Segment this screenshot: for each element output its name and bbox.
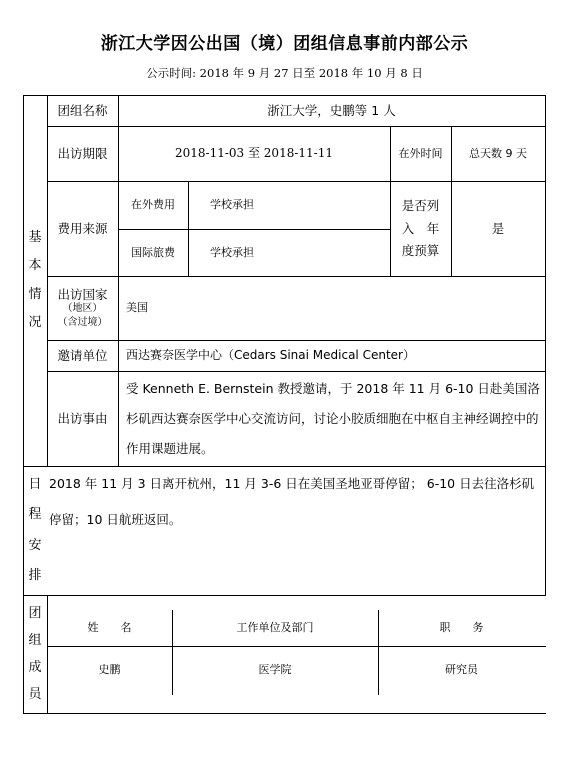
budget-value: 是 xyxy=(491,220,505,236)
group-name-value: 浙江大学，史鹏等 1 人 xyxy=(267,102,396,118)
abroad-cost-value: 学校承担 xyxy=(210,198,254,212)
member-position: 研究员 xyxy=(445,663,478,677)
label-char: 日 xyxy=(28,477,42,492)
member-name: 史鹏 xyxy=(98,663,121,677)
travel-cost-value: 学校承担 xyxy=(210,245,254,259)
table-right-border xyxy=(545,95,546,595)
country-label xyxy=(47,276,118,340)
days-abroad-value: 总天数 9 天 xyxy=(469,146,527,160)
label-char: 团 xyxy=(28,605,42,621)
member-header-unit: 工作单位及部门 xyxy=(236,621,314,635)
inviter-label: 邀请单位 xyxy=(57,347,108,363)
days-abroad-label: 在外时间 xyxy=(398,146,443,160)
travel-cost-label: 国际旅费 xyxy=(131,245,175,259)
label-char: 基 xyxy=(28,230,42,245)
label-char: 员 xyxy=(28,687,42,703)
budget-label-line: 入 年 xyxy=(401,220,440,236)
label-char: 排 xyxy=(28,567,42,583)
budget-label xyxy=(390,181,451,276)
funding-label: 费用来源 xyxy=(57,220,108,236)
schedule-section-label xyxy=(23,466,47,595)
label-char: 组 xyxy=(28,632,42,648)
schedule-text: 2018 年 11 月 3 日离开杭州，11 月 3-6 日在美国圣地亚哥停留； 6-10 日去往洛杉矶停留；10 日航班返回。 xyxy=(49,476,535,527)
visit-period-value: 2018-11-03 至 2018-11-11 xyxy=(174,146,333,160)
publicity-period: 公示时间: 2018 年 9 月 27 日至 2018 年 10 月 8 日 xyxy=(146,66,423,80)
inviter-value: 西达赛奈医学中心（Cedars Sinai Medical Center） xyxy=(126,348,415,362)
label-char: 本 xyxy=(28,258,42,274)
row-line xyxy=(23,595,546,596)
member-header-name: 姓 名 xyxy=(87,621,132,635)
member-header-position: 职 务 xyxy=(439,621,484,635)
row-line xyxy=(47,371,546,372)
page-title: 浙江大学因公出国（境）团组信息事前内部公示 xyxy=(100,34,469,54)
abroad-cost-label: 在外费用 xyxy=(131,198,175,212)
label-char: 安 xyxy=(28,537,42,553)
label-char: 情 xyxy=(28,286,42,302)
members-section-label xyxy=(23,595,47,714)
label-char: 况 xyxy=(28,314,42,330)
budget-label-line: 度预算 xyxy=(401,243,440,259)
basic-section-label xyxy=(23,95,47,466)
reason-value: 受 Kenneth E. Bernstein 教授邀请，于 2018 年 11 月 6-10 日赴美国洛杉矶西达赛奈医学中心交流访问，讨论小胶质细胞在中枢自主神经调控中的作用课题进展。 xyxy=(126,381,540,456)
country-label-sub: （地区） xyxy=(62,303,103,315)
label-char: 成 xyxy=(28,660,42,675)
group-name-label: 团组名称 xyxy=(57,102,108,118)
country-label-main: 出访国家 xyxy=(57,286,108,302)
label-char: 程 xyxy=(28,507,42,523)
reason-label: 出访事由 xyxy=(57,410,108,426)
country-value: 美国 xyxy=(126,301,148,315)
country-label-sub: （含过境） xyxy=(57,316,108,328)
visit-period-label: 出访期限 xyxy=(57,145,108,161)
member-unit: 医学院 xyxy=(258,663,292,677)
table-bottom-border xyxy=(23,713,546,714)
budget-label-line: 是否列 xyxy=(401,198,440,214)
